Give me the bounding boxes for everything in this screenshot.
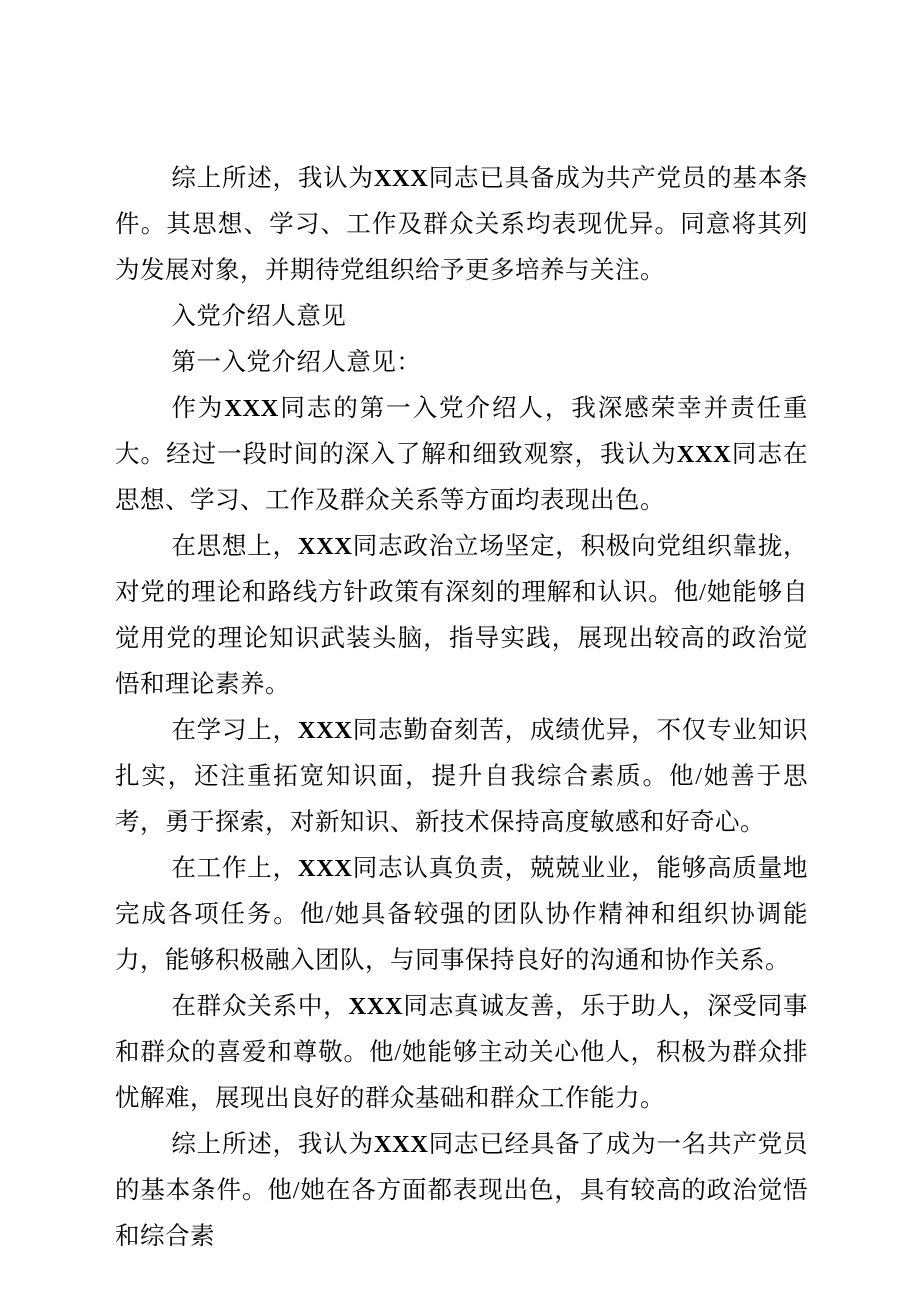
paragraph-intro: 作为XXX同志的第一入党介绍人，我深感荣幸并责任重大。经过一段时间的深入了解和细致观察，我认为XXX同志在思想、学习、工作及群众关系等方面均表现出色。 bbox=[115, 395, 809, 514]
paragraph-section-title: 入党介绍人意见 bbox=[171, 303, 347, 330]
paragraph-mass-relations: 在群众关系中，XXX同志真诚友善，乐于助人，深受同事和群众的喜爱和尊敬。他/她能够主动关心他人，积极为群众排忧解难，展现出良好的群众基础和群众工作能力。 bbox=[115, 993, 809, 1112]
paragraph-summary-1: 综上所述，我认为XXX同志已具备成为共产党员的基本条件。其思想、学习、工作及群众关系均表现优异。同意将其列为发展对象，并期待党组织给予更多培养与关注。 bbox=[115, 165, 809, 284]
document-body bbox=[115, 156, 808, 1260]
paragraph-study: 在学习上，XXX同志勤奋刻苦，成绩优异，不仅专业知识扎实，还注重拓宽知识面，提升自我综合素质。他/她善于思考，勇于探索，对新知识、新技术保持高度敏感和好奇心。 bbox=[115, 717, 809, 836]
paragraph-work: 在工作上，XXX同志认真负责，兢兢业业，能够高质量地完成各项任务。他/她具备较强的团队协作精神和组织协调能力，能够积极融入团队，与同事保持良好的沟通和协作关系。 bbox=[115, 855, 809, 974]
paragraph-ideology: 在思想上，XXX同志政治立场坚定，积极向党组织靠拢，对党的理论和路线方针政策有深刻的理解和认识。他/她能够自觉用党的理论知识武装头脑，指导实践，展现出较高的政治觉悟和理论素养。 bbox=[115, 533, 809, 698]
paragraph-conclusion: 综上所述，我认为XXX同志已经具备了成为一名共产党员的基本条件。他/她在各方面都表现出色，具有较高的政治觉悟和综合素 bbox=[115, 1131, 809, 1250]
paragraph-subsection-title: 第一入党介绍人意见： bbox=[171, 349, 422, 376]
